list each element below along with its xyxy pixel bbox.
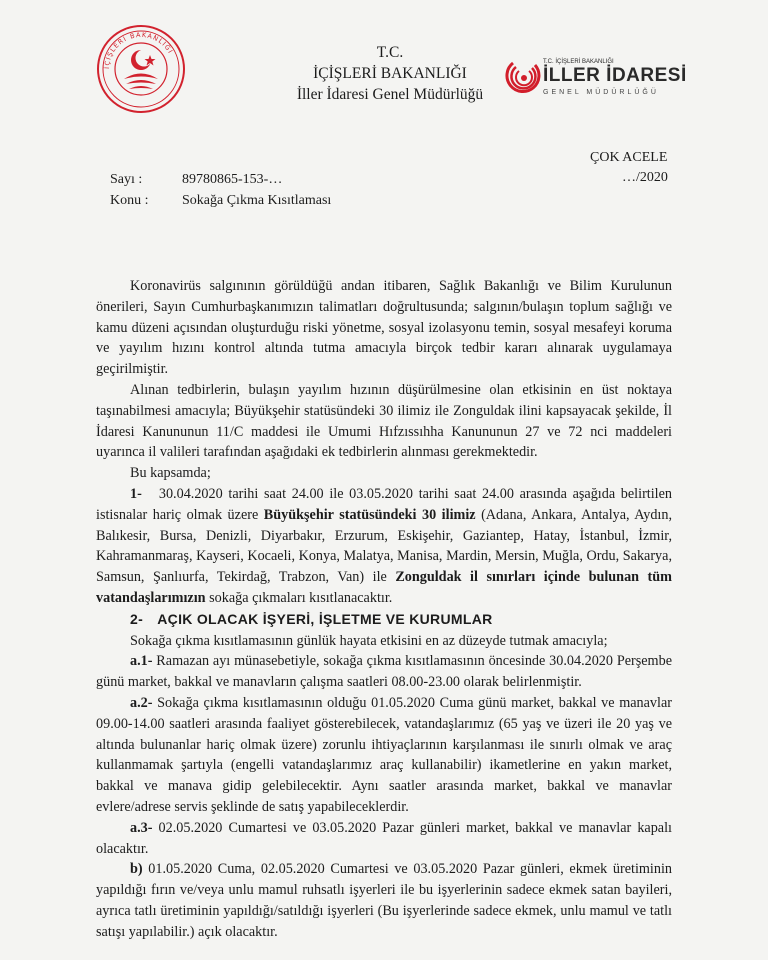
item-2-heading: 2- AÇIK OLACAK İŞYERİ, İŞLETME VE KURUMLAR — [130, 610, 493, 627]
seal-ring-text: İÇİŞLERİ BAKANLIĞI — [102, 30, 175, 70]
paragraph-scope: Bu kapsamda; — [130, 465, 211, 482]
logo-small-text: T.C. İÇİŞLERİ BAKANLIĞI — [543, 59, 614, 65]
item-a2: a.2- Sokağa çıkma kısıtlamasının olduğu 01.05.2020 Cuma günü market, bakkal ve manavlar 09.00-14.00 saatleri arasında faaliyet gösterebilecek, vatandaşlarımız (65 yaş ve üzeri ile 20 yaş ve altında bulunanlar hariç olmak üzere) zorunlu ihtiyaçlarının karşılanması ile sınırlı olmak ve araç kullanmamak şartıyla (engelli vatandaşlarımız araç kullanabilir) ikametlerine en yakın market, bakkal ve manava gidip gelebilecektir. Aynı saatler arasında market, bakkal ve manavlar evlere/adrese servis şeklinde de satış yapabileceklerdir. — [96, 694, 672, 815]
item-a3: a.3- 02.05.2020 Cumartesi ve 03.05.2020 Pazar günleri market, bakkal ve manavlar kapalı olacaktır. — [96, 819, 672, 857]
urgency-label: ÇOK ACELE — [590, 150, 668, 165]
item-1: 1- 30.04.2020 tarihi saat 24.00 ile 03.05.2020 tarihi saat 24.00 arasında aşağıda belirtilen istisnalar hariç olmak üzere Büyükşehir statüsündeki 30 ilimiz (Adana, Ankara, Antalya, Aydın, Balıkesir, Bursa, Denizli, Diyarbakır, Erzurum, Eskişehir, Gaziantep, Hatay, İstanbul, İzmir, Kahramanmaraş, Kayseri, Kocaeli, Konya, Malatya, Manisa, Mardin, Mersin, Muğla, Ordu, Sakarya, Samsun, Şanlıurfa, Tekirdağ, Trabzon, Van) ile Zonguldak il sınırları içinde bulunan tüm vatandaşlarımızın sokağa çıkmaları kısıtlanacaktır. — [96, 485, 673, 606]
number-value: 89780865-153-… — [182, 172, 283, 187]
item-b: b) 01.05.2020 Cuma, 02.05.2020 Cumartesi ve 03.05.2020 Pazar günleri, ekmek üretiminin yapıldığı fırın ve/veya unlu mamul ruhsatlı işyerleri ile bu işyerlerinin sadece ekmek satan bayileri, ayrıca tatlı üretiminin yapıldığı/satıldığı işyerleri (Bu işyerlerinde sadece ekmek, unlu mamul ve tatlı satışı yapılabilir.) açık olacaktır. — [96, 861, 672, 940]
subject-value: Sokağa Çıkma Kısıtlaması — [182, 193, 332, 208]
logo-main-text: İLLER İDARESİ — [543, 65, 687, 86]
paragraph-intro: Koronavirüs salgınının görüldüğü andan itibaren, Sağlık Bakanlığı ve Bilim Kurulunun önerileri, Sayın Cumhurbaşkanımızın talimatları doğrultusunda; salgının/bulaşın toplum sağlığı ve kamu düzeni açısından oluşturduğu riski yönetme, sosyal izolasyonu temin, sosyal mesafeyi koruma ve yayılım hızını kontrol altında tutma amacıyla birçok tedbir kararı alınarak uygulamaya geçirilmiştir. — [96, 278, 672, 378]
item-a1: a.1- Ramazan ayı münasebetiyle, sokağa çıkma kısıtlamasının öncesinde 30.04.2020 Perşembe günü market, bakkal ve manavların çalışma saatleri 08.00-23.00 olarak belirlenmiştir. — [96, 653, 672, 691]
item-1-metro-cities: Büyükşehir statüsündeki 30 ilimiz — [263, 506, 476, 523]
document-date: …/2020 — [622, 170, 668, 185]
iller-idaresi-logo — [505, 55, 687, 105]
number-label: Sayı : — [110, 172, 143, 187]
document-body — [96, 276, 672, 943]
header-tc: T.C. — [376, 44, 404, 61]
item-1-zonguldak: Zonguldak il sınırları içinde bulunan tüm vatandaşlarımızın — [96, 569, 672, 606]
letterhead — [290, 42, 490, 105]
logo-mark-icon — [505, 57, 541, 97]
logo-sub-text: GENEL MÜDÜRLÜĞÜ — [543, 89, 659, 96]
paragraph-measures: Alınan tedbirlerin, bulaşın yayılım hızının düşürülmesine olan etkisinin en üst noktaya taşınabilmesi amacıyla; Büyükşehir statüsündeki 30 ilimiz ile Zonguldak ilini kapsayacak şekilde, İl İdaresi Kanununun 11/C maddesi ile Umumi Hıfzıssıhha Kanununun 27 ve 72 nci maddeleri uyarınca il valileri tarafından aşağıdaki ek tedbirlerin alınması gerekmektedir. — [96, 381, 672, 461]
item-2-intro: Sokağa çıkma kısıtlamasının günlük hayata etkisini en az düzeyde tutmak amacıyla; — [130, 632, 608, 649]
item-1-number: 1- — [130, 485, 142, 502]
header-ministry: İÇİŞLERİ BAKANLIĞI — [313, 65, 467, 82]
subject-label: Konu : — [110, 193, 149, 208]
item-2-title: AÇIK OLACAK İŞYERİ, İŞLETME VE KURUMLAR — [157, 610, 493, 627]
ministry-seal — [96, 24, 186, 114]
header-directorate: İller İdaresi Genel Müdürlüğü — [296, 86, 484, 103]
